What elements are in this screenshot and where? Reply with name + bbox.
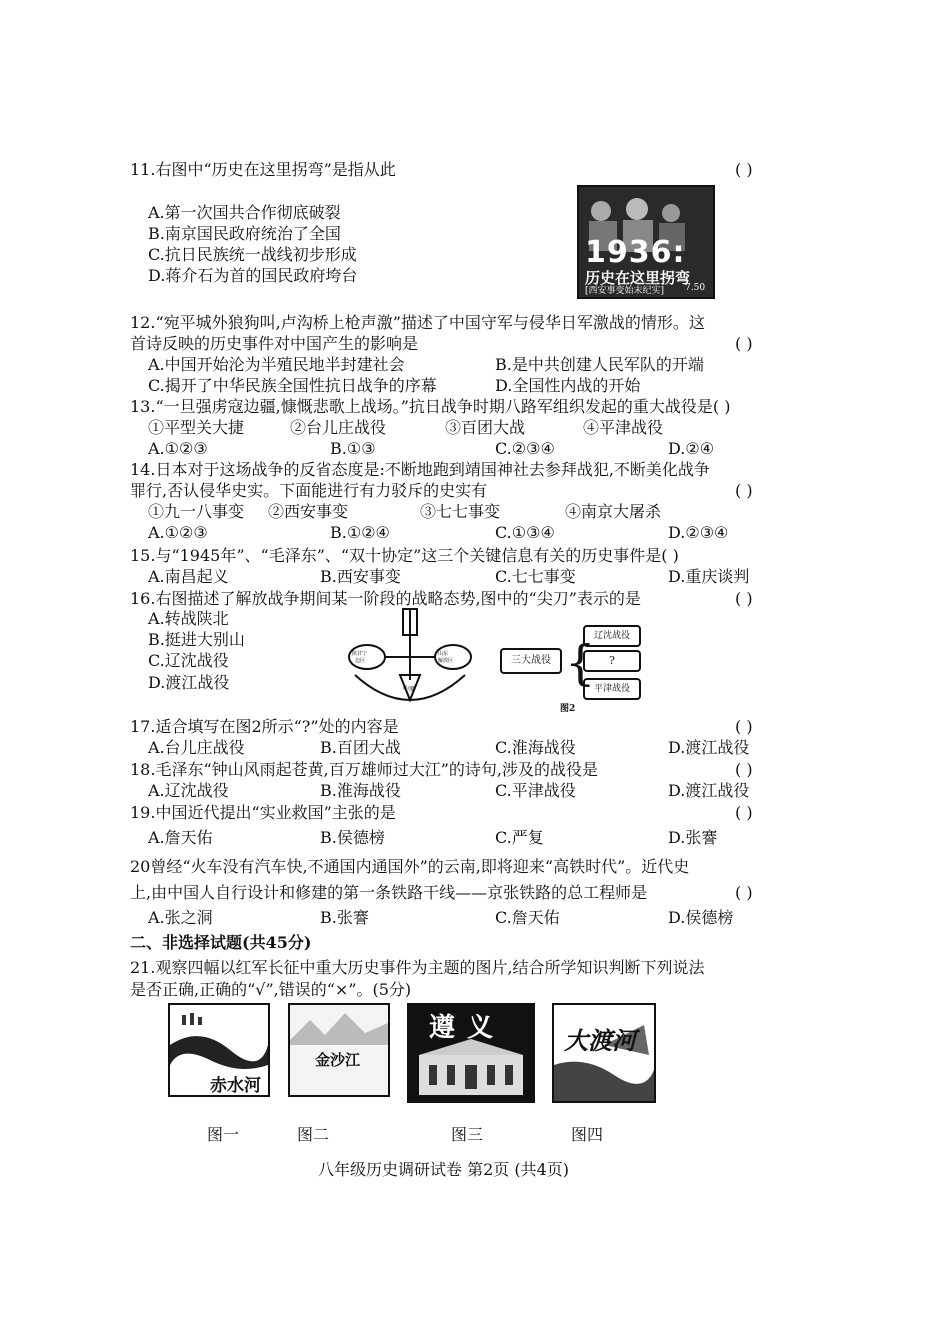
q17-stem: 17.适合填写在图2所示“?”处的内容是 [130, 717, 399, 736]
pic4-caption: 图四 [571, 1125, 604, 1144]
q16-option-a: A.转战陕北 [148, 609, 229, 628]
q17-option-d: D.渡江战役 [668, 738, 750, 757]
q20-option-c: C.詹天佑 [495, 908, 560, 927]
poster-title: 历史在这里拐弯 [585, 269, 691, 287]
q11-option-d: D.蒋介石为首的国民政府垮台 [148, 266, 358, 285]
q20-stem-line1: 20曾经“火车没有汽车快,不通国内通国外”的云南,即将迎来“高铁时代”。近代史 [130, 857, 690, 876]
q14-item-4: ④南京大屠杀 [565, 502, 662, 521]
q19-option-c: C.严复 [495, 828, 544, 847]
q15-option-b: B.西安事变 [320, 567, 401, 586]
q13-option-c: C.②③④ [495, 439, 555, 458]
anchor-dagger-icon [345, 605, 475, 715]
q20-option-b: B.张謇 [320, 908, 369, 927]
q11-stem: 11.右图中“历史在这里拐弯”是指从此 [130, 160, 396, 179]
q14-option-b: B.①②④ [330, 523, 390, 542]
q12-option-a: A.中国开始沦为半殖民地半封建社会 [148, 355, 405, 374]
svg-text:山东: 山东 [438, 651, 449, 657]
pic3-text: 遵义 [429, 1013, 506, 1043]
q15-option-a: A.南昌起义 [148, 567, 229, 586]
q12-option-c: C.揭开了中华民族全国性抗日战争的序幕 [148, 376, 437, 395]
q19-paren: ( ) [735, 803, 753, 822]
q18-option-c: C.平津战役 [495, 781, 576, 800]
poster-year: 1936: [585, 235, 686, 270]
q18-paren: ( ) [735, 760, 753, 779]
q16-option-c: C.辽沈战役 [148, 651, 229, 670]
fig2-brace: { [565, 635, 596, 691]
svg-text:边区: 边区 [355, 658, 366, 664]
q14-option-a: A.①②③ [148, 523, 208, 542]
q12-stem-line1: 12.“宛平城外狼狗叫,卢沟桥上枪声激”描述了中国守军与侵华日军激战的情形。这 [130, 313, 705, 332]
q20-option-a: A.张之洞 [148, 908, 213, 927]
fig2-top-box: 辽沈战役 [583, 625, 641, 647]
q12-option-b: B.是中共创建人民军队的开端 [495, 355, 704, 374]
q17-option-a: A.台儿庄战役 [148, 738, 245, 757]
q18-option-b: B.淮海战役 [320, 781, 401, 800]
q18-stem: 18.毛泽东“钟山风雨起苍黄,百万雄师过大江”的诗句,涉及的战役是 [130, 760, 598, 779]
q14-item-2: ②西安事变 [268, 502, 349, 521]
page-footer: 八年级历史调研试卷 第2页 (共4页) [318, 1160, 570, 1179]
q13-option-d: D.②④ [668, 439, 715, 458]
svg-text:解放区: 解放区 [438, 658, 454, 664]
pic2-text: 金沙江 [315, 1051, 361, 1069]
q11-option-c: C.抗日民族统一战线初步形成 [148, 245, 357, 264]
pic1-text: 赤水河 [210, 1076, 261, 1096]
svg-text:陕甘宁: 陕甘宁 [352, 651, 368, 657]
q15-option-d: D.重庆谈判 [668, 567, 750, 586]
q11-option-b: B.南京国民政府统治了全国 [148, 224, 341, 243]
q19-option-a: A.詹天佑 [148, 828, 213, 847]
q13-option-a: A.①②③ [148, 439, 208, 458]
q15-option-c: C.七七事变 [495, 567, 576, 586]
q14-option-d: D.②③④ [668, 523, 729, 542]
q14-item-3: ③七七事变 [420, 502, 501, 521]
q20-stem-line2: 上,由中国人自行设计和修建的第一条铁路干线——京张铁路的总工程师是 [130, 883, 648, 902]
q15-stem: 15.与“1945年”、“毛泽东”、“双十协定”这三个关键信息有关的历史事件是( ) [130, 546, 679, 565]
q19-option-b: B.侯德榜 [320, 828, 385, 847]
q12-option-d: D.全国性内战的开始 [495, 376, 641, 395]
q20-option-d: D.侯德榜 [668, 908, 734, 927]
q11-option-a: A.第一次国共合作彻底破裂 [148, 203, 341, 222]
q21-pic-1 [168, 1003, 270, 1097]
svg-text:中原: 中原 [403, 686, 416, 693]
fig2-mid-box: ? [583, 650, 641, 672]
q13-item-1: ①平型关大捷 [148, 418, 245, 437]
q13-item-2: ②台儿庄战役 [290, 418, 387, 437]
q16-option-d: D.渡江战役 [148, 673, 230, 692]
q11-poster-image [577, 185, 715, 299]
fig2-main-box: 三大战役 [500, 648, 562, 674]
q16-option-b: B.挺进大别山 [148, 630, 245, 649]
q21-stem-line2: 是否正确,正确的“√”,错误的“×”。(5分) [130, 980, 412, 999]
q21-stem-line1: 21.观察四幅以红军长征中重大历史事件为主题的图片,结合所学知识判断下列说法 [130, 958, 705, 977]
q21-pic-2 [288, 1003, 390, 1097]
poster-sub: [西安事变始末纪实] [585, 286, 665, 296]
pic4-text: 大渡河 [564, 1026, 636, 1055]
q12-paren: ( ) [735, 334, 753, 353]
q18-option-d: D.渡江战役 [668, 781, 750, 800]
section2-heading: 二、非选择试题(共45分) [130, 933, 312, 952]
q17-option-b: B.百团大战 [320, 738, 401, 757]
poster-price: 7.50 [685, 283, 706, 293]
q14-stem-line2: 罪行,否认侵华史实。下面能进行有力驳斥的史实有 [130, 481, 488, 500]
q14-option-c: C.①③④ [495, 523, 555, 542]
q20-paren: ( ) [735, 883, 753, 902]
q16-paren: ( ) [735, 589, 753, 608]
q18-option-a: A.辽沈战役 [148, 781, 229, 800]
q13-option-b: B.①③ [330, 439, 376, 458]
q17-option-c: C.淮海战役 [495, 738, 576, 757]
fig2-caption: 图2 [560, 704, 576, 714]
q21-pic-3 [407, 1003, 535, 1103]
q14-paren: ( ) [735, 481, 753, 500]
q13-item-3: ③百团大战 [445, 418, 526, 437]
pic2-caption: 图二 [297, 1125, 330, 1144]
q12-stem-line2: 首诗反映的历史事件对中国产生的影响是 [130, 334, 419, 353]
q21-pic-4 [552, 1003, 656, 1103]
fig2-bottom-box: 平津战役 [583, 678, 641, 700]
q16-stem: 16.右图描述了解放战争期间某一阶段的战略态势,图中的“尖刀”表示的是 [130, 589, 641, 608]
q11-paren: ( ) [735, 160, 753, 179]
pic3-caption: 图三 [451, 1125, 484, 1144]
q13-stem: 13.“一旦强虏寇边疆,慷慨悲歌上战场。”抗日战争时期八路军组织发起的重大战役是( ) [130, 397, 731, 416]
q13-item-4: ④平津战役 [583, 418, 664, 437]
q16-anchor-diagram [345, 605, 475, 715]
pic1-caption: 图一 [207, 1125, 240, 1144]
q19-stem: 19.中国近代提出“实业救国”主张的是 [130, 803, 396, 822]
q19-option-d: D.张謇 [668, 828, 718, 847]
q14-stem-line1: 14.日本对于这场战争的反省态度是:不断地跑到靖国神社去参拜战犯,不断美化战争 [130, 460, 710, 479]
q17-paren: ( ) [735, 717, 753, 736]
q14-item-1: ①九一八事变 [148, 502, 245, 521]
